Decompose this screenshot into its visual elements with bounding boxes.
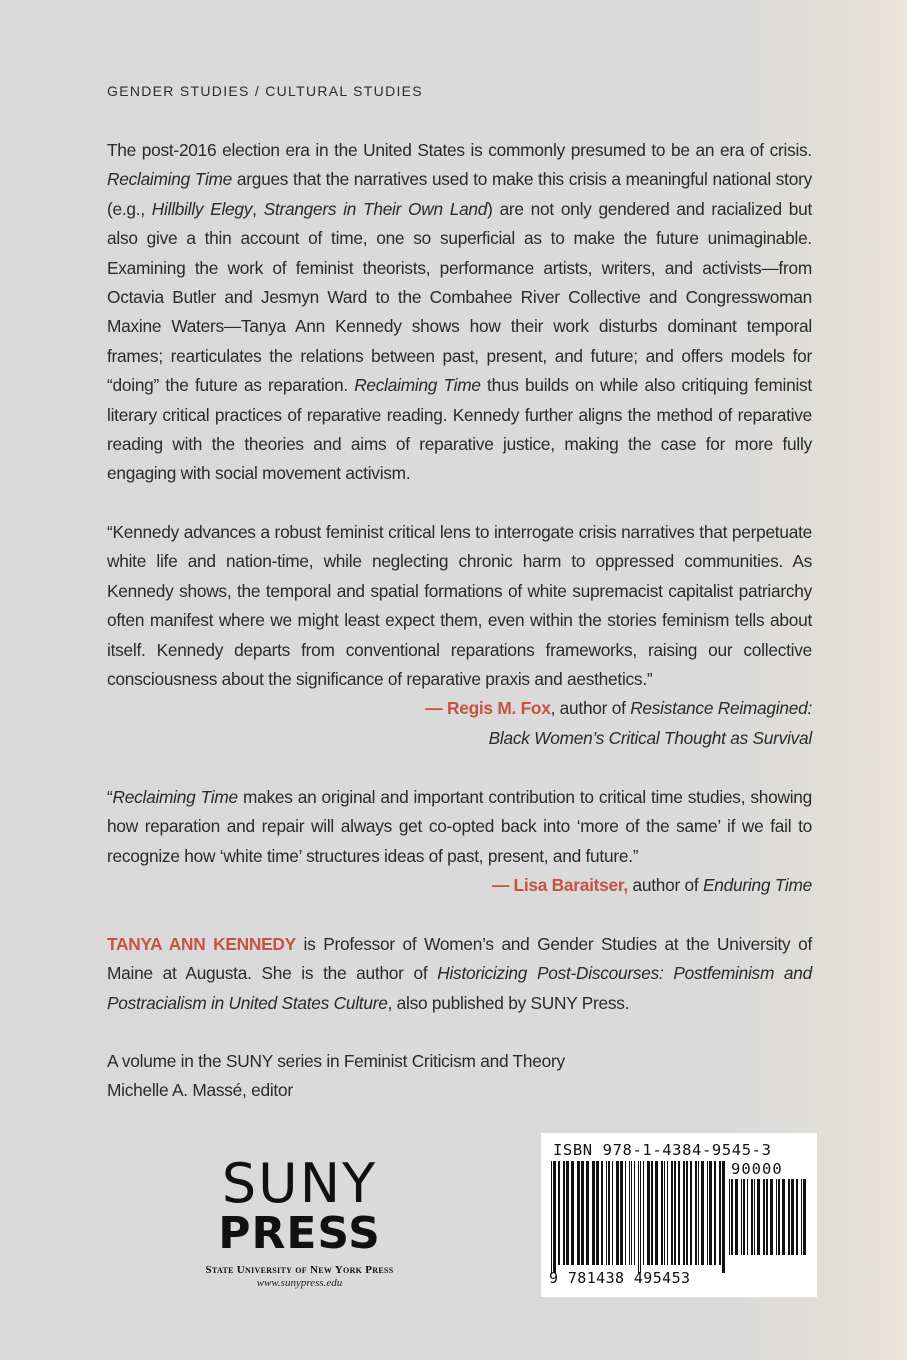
barcode-bar xyxy=(735,1179,738,1255)
barcode-bar xyxy=(655,1161,658,1265)
barcode-bar xyxy=(714,1161,716,1265)
barcode-bar xyxy=(671,1161,673,1265)
barcode-bar xyxy=(743,1179,745,1255)
barcode-bar xyxy=(695,1161,697,1265)
barcode-bar xyxy=(551,1161,552,1273)
description-text: , xyxy=(252,198,264,219)
isbn-label: ISBN 978-1-4384-9545-3 xyxy=(553,1141,772,1159)
quote-text: makes an original and important contribution to critical time studies, showing how reparation and repair will always get co-opted back into ‘more of the same’ if we fail to recognize how ‘white time’ structures ideas of past, present, and future.” xyxy=(107,787,813,866)
barcode-bar xyxy=(643,1161,644,1265)
barcode-bar xyxy=(778,1179,780,1255)
ean-barcode-bars xyxy=(551,1161,727,1273)
barcode-bar xyxy=(791,1179,794,1255)
barcode-bar xyxy=(707,1161,708,1265)
barcode-bar xyxy=(616,1161,619,1265)
barcode-bar xyxy=(606,1161,607,1265)
barcode-bar xyxy=(731,1179,733,1255)
barcode-bar xyxy=(612,1161,613,1265)
author-bio xyxy=(107,930,812,1018)
barcode-bar xyxy=(571,1161,574,1265)
quote-mark: “ xyxy=(107,787,113,807)
publisher-logo xyxy=(192,1152,407,1289)
endorsement-baraitser xyxy=(107,783,812,901)
series-line: A volume in the SUNY series in Feminist Criticism and Theory xyxy=(107,1051,565,1071)
barcode-bar xyxy=(625,1161,626,1265)
description-cited-title: Hillbilly Elegy xyxy=(151,198,253,219)
barcode-bar xyxy=(678,1161,680,1265)
barcode-bar xyxy=(596,1161,599,1265)
barcode-bar xyxy=(801,1179,802,1255)
barcode-bar xyxy=(782,1179,785,1255)
barcode-bar xyxy=(631,1161,632,1265)
logo-suny: SUNY xyxy=(221,1152,378,1215)
endorser-name: — Lisa Baraitser, xyxy=(491,875,628,896)
barcode-bar xyxy=(667,1161,668,1265)
barcode-bar xyxy=(581,1161,584,1265)
barcode-bar xyxy=(664,1161,665,1265)
description-book-title: Reclaiming Time xyxy=(107,169,233,190)
bio-book-title: Historicizing Post-Discourses: Postfeminism and Postracialism in United States Culture xyxy=(107,963,812,1013)
endorser-author-of: author of xyxy=(627,875,704,896)
barcode-bar xyxy=(796,1179,798,1255)
barcode-bar xyxy=(558,1161,560,1265)
barcode-bar xyxy=(577,1161,580,1265)
barcode-bar xyxy=(788,1179,790,1255)
series-editor: Michelle A. Massé, editor xyxy=(107,1080,293,1101)
description-text: The post-2016 election era in the United States is commonly presumed to be an era of crisis. xyxy=(107,140,812,160)
endorser-name: — Regis M. Fox xyxy=(425,698,551,719)
barcode-bar xyxy=(729,1179,730,1255)
barcode-bar xyxy=(719,1161,721,1265)
ean-digits: 9 781438 495453 xyxy=(549,1269,691,1287)
barcode-bar xyxy=(757,1179,760,1255)
price-code: 90000 xyxy=(731,1160,783,1178)
endorsement-quote: “Kennedy advances a robust feminist critical lens to interrogate crisis narratives that perpetuate white life and nation-time, while neglecting chronic harm to oppressed communities. As Kennedy shows, the temporal and spatial formations of white supremacist capitalist patriarchy often manifest where we might least expect them, even within the stories feminism tells about itself. Kennedy departs from conventional reparations frameworks, raising our collective consciousness about the significance of reparative praxis and aesthetics.” xyxy=(107,522,812,690)
barcode-bar xyxy=(592,1161,595,1265)
barcode-bar xyxy=(563,1161,565,1265)
barcode-bar xyxy=(754,1179,755,1255)
quote-book-title: Reclaiming Time xyxy=(112,787,238,807)
barcode-bar xyxy=(770,1179,773,1255)
endorsement-fox xyxy=(107,518,812,753)
addon-barcode-bars xyxy=(729,1179,807,1287)
barcode-bar xyxy=(709,1161,712,1265)
barcode-bar xyxy=(640,1161,641,1273)
barcode-bar xyxy=(747,1179,748,1255)
description-book-title: Reclaiming Time xyxy=(354,375,481,396)
description-text: argues that the narratives used to make this crisis a meaningful national story (e.g., xyxy=(107,169,812,219)
barcode-bar xyxy=(620,1161,623,1265)
barcode-bar xyxy=(803,1179,806,1255)
barcode-bar xyxy=(766,1179,768,1255)
barcode-bar xyxy=(686,1161,688,1265)
publisher-imprint: State University of New York Press xyxy=(205,1264,394,1276)
category-label: GENDER STUDIES / CULTURAL STUDIES xyxy=(107,83,423,99)
barcode-bar xyxy=(741,1179,742,1255)
barcode-bar xyxy=(698,1161,699,1265)
barcode-bar xyxy=(651,1161,653,1265)
description-text: ) are not only gendered and racialized but also give a thin account of time, one so superficial as to make the future unimaginable. Examining the work of feminist theorists, performance artists, writers, and activists—from Octavia Butler and Jesmyn Ward to the Combahee River Collective and Congresswoman Maxine Waters—Tanya Ann Kennedy shows how their work disturbs dominant temporal frames; rearticulates the relations between past, present, and future; and offers models for “doing” the future as reparation. xyxy=(107,198,812,396)
publisher-url: www.sunypress.edu xyxy=(256,1277,343,1289)
endorser-book-title: Enduring Time xyxy=(703,875,812,896)
endorsement-attribution-line2 xyxy=(107,724,812,753)
barcode-bar xyxy=(690,1161,692,1265)
barcode-bar xyxy=(701,1161,704,1265)
endorsement-attribution xyxy=(107,871,812,900)
barcode-bar xyxy=(553,1161,556,1273)
series-note xyxy=(107,1047,812,1106)
bio-text: is Professor of Women’s and Gender Studies at the University of Maine at Augusta. She is the author of xyxy=(107,934,812,984)
endorser-author-of: , author of xyxy=(550,698,631,719)
barcode-bar xyxy=(751,1179,753,1255)
endorser-book-title: Resistance Reimagined: xyxy=(630,698,812,719)
endorsement-quote xyxy=(107,783,812,871)
endorsement-attribution xyxy=(107,694,812,723)
barcode-bar xyxy=(722,1161,725,1273)
barcode-bar xyxy=(674,1161,676,1265)
endorser-book-subtitle: Black Women’s Critical Thought as Survival xyxy=(488,727,812,748)
barcode-bar xyxy=(661,1161,663,1265)
barcode-bar xyxy=(776,1179,777,1255)
barcode-bar xyxy=(647,1161,650,1265)
description-cited-title: Strangers in Their Own Land xyxy=(263,198,488,219)
description-text: thus builds on while also critiquing feminist literary critical practices of reparative reading. Kennedy further aligns the method of reparative reading with the theories and aims of reparative justice, making the case for more fully engaging with social movement activism. xyxy=(107,375,812,484)
barcode-bar xyxy=(763,1179,765,1255)
barcode-bar xyxy=(638,1161,639,1273)
logo-press: PRESS xyxy=(218,1208,381,1259)
book-description xyxy=(107,136,812,489)
barcode-bar xyxy=(601,1161,603,1265)
bio-text: , also published by SUNY Press. xyxy=(387,992,630,1013)
barcode-bar xyxy=(566,1161,569,1265)
barcode-bar xyxy=(586,1161,589,1265)
barcode-bar xyxy=(608,1161,610,1265)
isbn-barcode xyxy=(541,1133,817,1297)
author-name: TANYA ANN KENNEDY xyxy=(107,934,296,954)
barcode-bar xyxy=(634,1161,635,1265)
barcode-bar xyxy=(683,1161,685,1265)
barcode-bar xyxy=(629,1161,630,1265)
